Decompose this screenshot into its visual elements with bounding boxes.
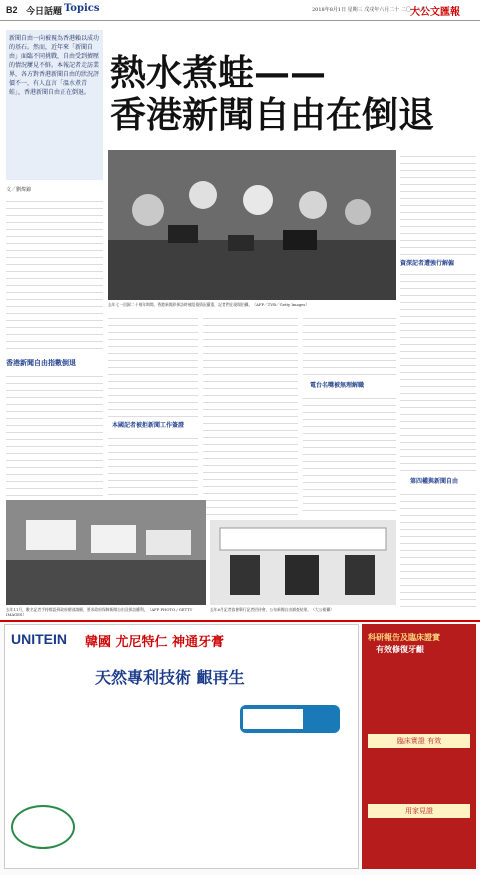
- press-conference-photo: [210, 520, 396, 605]
- body-col-right-b: [400, 268, 476, 473]
- ad-side-sub: 有效修復牙齦: [376, 644, 424, 654]
- section-label: 今日話題: [26, 7, 63, 17]
- subhead-1: 香港新聞自由指數倒退: [6, 358, 76, 367]
- body-col-2: [108, 312, 198, 417]
- ad-button-1[interactable]: 臨床實證 有效: [368, 734, 470, 748]
- ad-brand: UNITEIN: [11, 631, 67, 647]
- body-col-3: [203, 312, 298, 517]
- ad-product: 韓國 尤尼特仁 神通牙膏: [85, 635, 225, 650]
- headline-line-1: 熱水煮蛙——: [110, 52, 327, 94]
- body-col-1: [6, 195, 103, 355]
- caption-3: 去年6月記者協會舉行記者招待會，公布新聞自由調查結果。（大公報攝）: [210, 607, 334, 612]
- subhead-5: 第四權與新聞自由: [410, 478, 459, 485]
- ad-badge-icon: [11, 805, 75, 849]
- newspaper-logo: 大公文匯報: [410, 7, 460, 18]
- press-conference-image: [210, 520, 396, 605]
- topics-label: Topics: [64, 3, 100, 14]
- subhead-4: 資深記者遭強行解僱: [400, 260, 455, 267]
- main-photo: [108, 150, 396, 300]
- body-col-4: [303, 312, 396, 377]
- body-col-4b: [303, 392, 396, 517]
- protest-image: [6, 500, 206, 605]
- body-col-right: [400, 150, 476, 255]
- body-col-right-c: [400, 488, 476, 613]
- ad-button-2[interactable]: 用家見證: [368, 804, 470, 818]
- ad-side-title: 科研報告及臨床證實: [368, 632, 440, 642]
- caption-2: 去年11月，數名記者手持標語到政府總部請願，要求政府保障新聞自由及採訪權利。（AFP PHOTO / GETTY IMAGES）: [6, 607, 193, 617]
- ad-slogan: 天然專利技術 齦再生: [95, 668, 245, 687]
- subhead-3: 電台名嘴被無理解職: [310, 382, 365, 389]
- headline: [110, 52, 440, 136]
- body-col-1b: [6, 370, 103, 498]
- subhead-2: 本國記者被拒新聞工作簽證: [112, 422, 185, 429]
- ad-side-panel: [362, 624, 476, 869]
- ad-main-panel: [4, 624, 359, 869]
- protest-photo: [6, 500, 206, 605]
- press-crowd-image: [108, 150, 396, 300]
- caption-1: 去年七一回歸二十週年期間，香港新聞界採訪時被阻撓情況嚴重，記者們在現場拍攝。（AFP／TVB／Getty Images）: [108, 302, 310, 307]
- page-number: B2: [6, 5, 18, 15]
- toothpaste-icon: [235, 685, 345, 755]
- author-byline: 文／劉煒錦: [6, 187, 32, 193]
- lead-box: 新聞自由一向被視為香港賴以成功的基石。然而，近年來「新聞自由」面臨不同挑戰，自由受到擠壓的情況屢見不鮮。本報記者走訪業界，各方對香港新聞自由的狀況評價不一，有人直言「溫水煮青蛙」，香港新聞自由正在倒退。: [6, 30, 103, 180]
- headline-line-2: 香港新聞自由在倒退: [110, 94, 435, 136]
- date-line: 2018年8月1日 星期三 戊戌年六月二十 二〇一八年: [312, 7, 426, 13]
